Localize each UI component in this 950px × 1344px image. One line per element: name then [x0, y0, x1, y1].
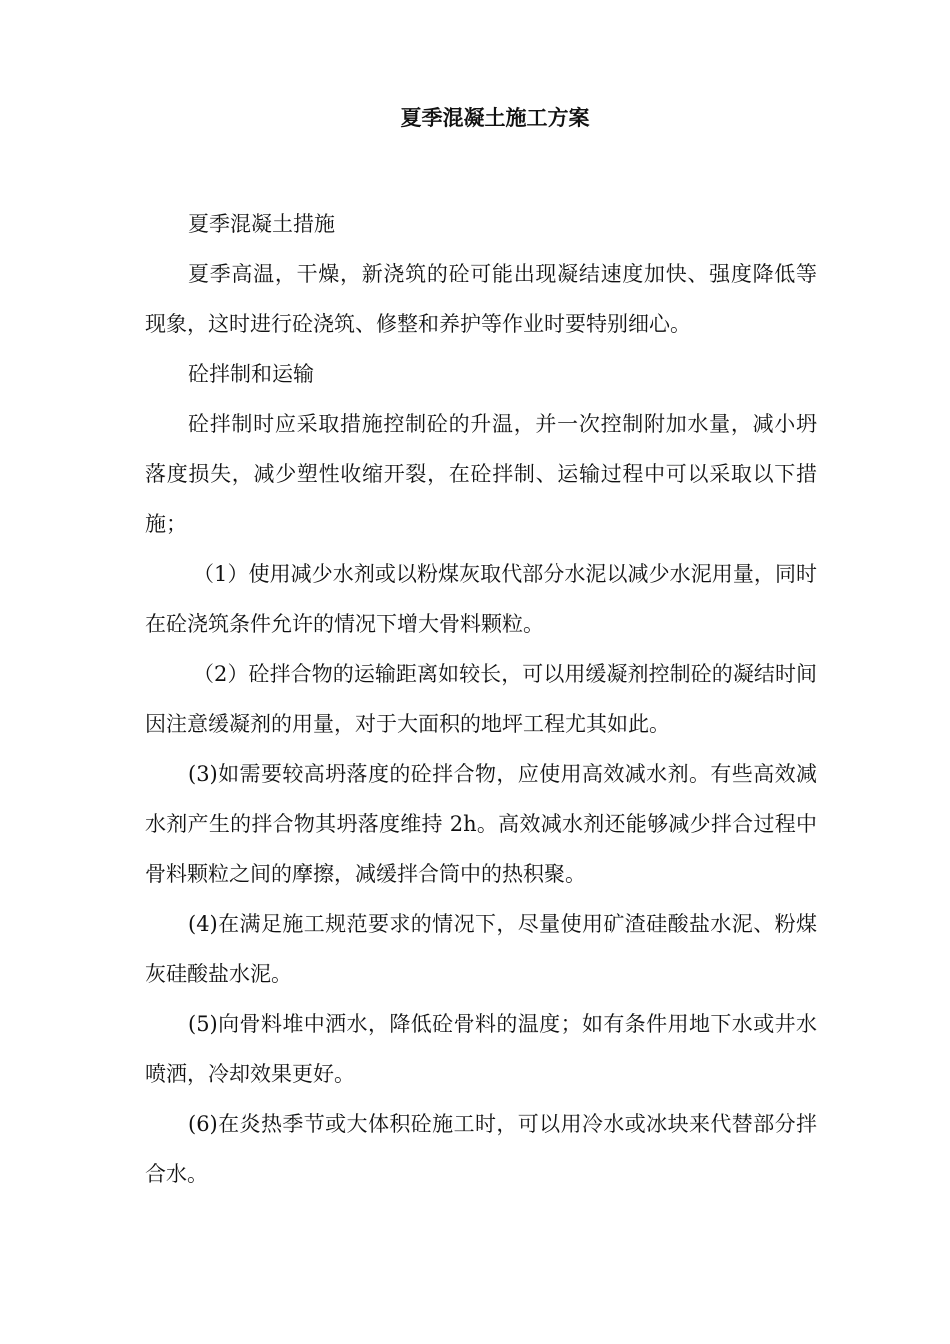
section-heading-summer-measures: 夏季混凝土措施 — [188, 212, 335, 236]
paragraph-mixing-intro: 砼拌制时应采取措施控制砼的升温，并一次控制附加水量，减小坍落度损失，减少塑性收缩开裂，在砼拌制、运输过程中可以采取以下措施； — [145, 412, 817, 536]
section-heading-mixing-transport: 砼拌制和运输 — [188, 362, 314, 386]
list-item-1: （1）使用减少水剂或以粉煤灰取代部分水泥以减少水泥用量，同时在砼浇筑条件允许的情况下增大骨料颗粒。 — [145, 562, 817, 636]
list-item-6: (6)在炎热季节或大体积砼施工时，可以用冷水或冰块来代替部分拌合水。 — [145, 1112, 817, 1186]
list-item-5: (5)向骨料堆中洒水，降低砼骨料的温度；如有条件用地下水或井水喷洒，冷却效果更好。 — [145, 1012, 817, 1086]
list-item-2: （2）砼拌合物的运输距离如较长，可以用缓凝剂控制砼的凝结时间因注意缓凝剂的用量，对于大面积的地坪工程尤其如此。 — [145, 662, 817, 736]
paragraph-summer-intro: 夏季高温，干燥，新浇筑的砼可能出现凝结速度加快、强度降低等现象，这时进行砼浇筑、修整和养护等作业时要特别细心。 — [145, 262, 817, 336]
document-body — [145, 199, 817, 1199]
document-title: 夏季混凝土施工方案 — [400, 106, 590, 130]
list-item-4: (4)在满足施工规范要求的情况下，尽量使用矿渣硅酸盐水泥、粉煤灰硅酸盐水泥。 — [145, 912, 817, 986]
list-item-3: (3)如需要较高坍落度的砼拌合物，应使用高效减水剂。有些高效减水剂产生的拌合物其坍落度维持 2h。高效减水剂还能够减少拌合过程中骨料颗粒之间的摩擦，减缓拌合筒中的热积聚。 — [145, 762, 817, 886]
